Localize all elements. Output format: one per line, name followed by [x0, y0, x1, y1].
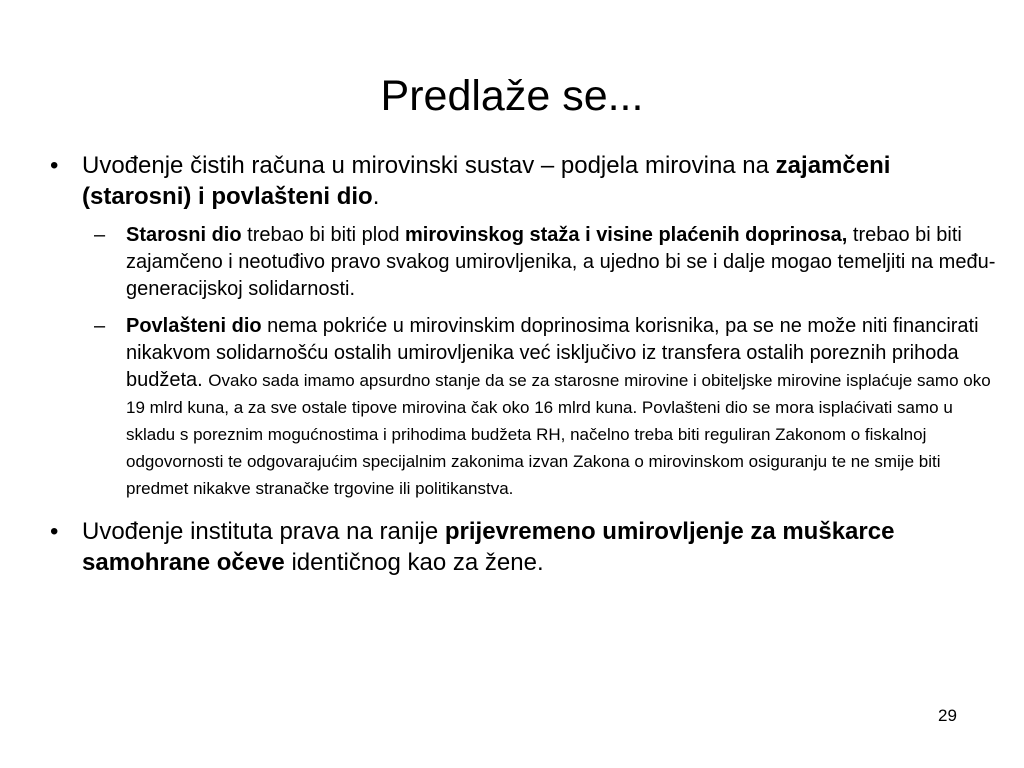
bullet-item — [50, 150, 1000, 212]
sub-bullet-text: nema pokriće u mirovinskim doprinosima korisnika, pa se ne može niti financirati nikakvom solidarnošću ostalih umirovljenika već isključivo iz transfera ostalih poreznih prihoda budžeta. — [126, 315, 979, 391]
bullet-marker: • — [50, 518, 59, 545]
slide-title: Predlaže se... — [380, 72, 644, 120]
dash-marker: – — [94, 315, 106, 337]
page-number: 29 — [938, 706, 957, 725]
sub-bullet-item — [50, 313, 1000, 502]
bullet-text-bold: zajamčeni (starosni) i povlašteni dio — [82, 152, 891, 210]
bullet-marker: • — [50, 152, 59, 179]
bullet-text: Uvođenje instituta prava na ranije — [82, 518, 445, 545]
dash-marker: – — [94, 224, 106, 246]
sub-bullet-bold: Starosni dio — [126, 224, 242, 246]
sub-bullet-item — [50, 222, 1000, 303]
slide-content — [50, 150, 1000, 578]
sub-bullet-bold: mirovinskog staža i visine plaćenih doprinosa, — [405, 224, 848, 246]
bullet-item — [50, 516, 1000, 578]
bullet-text-bold: prijevremeno umirovljenje za muškarce samohrane očeve — [82, 518, 895, 576]
sub-bullet-text: trebao bi biti plod — [241, 224, 406, 246]
sub-bullet-small-text: Ovako sada imamo apsurdno stanje da se za starosne mirovine i obiteljske mirovine isplaćuje samo oko 19 mlrd kuna, a za sve ostale tipove mirovina čak oko 16 mlrd kuna. Povlašteni dio se mora isplaćivati samo u skladu s poreznim mogućnostima i prihodima budžeta RH, načelno treba biti reguliran Zakonom o fiskalnoj odgovornosti te odgovarajućim specijalnim zakonima izvan Zakona o mirovinskom osiguranju te ne smije biti predmet nikakve stranačke trgovine ili politikanstva. — [126, 371, 991, 498]
sub-bullet-text: trebao bi biti zajamčeno i neotuđivo pravo svakog umirovljenika, a ujedno bi se i dalje mogao temeljiti na među-generacijskoj solidarnosti. — [126, 224, 996, 300]
sub-bullet-bold: Povlašteni dio — [126, 315, 262, 337]
bullet-text: identičnog kao za žene. — [284, 549, 544, 576]
bullet-text: Uvođenje čistih računa u mirovinski sustav – podjela mirovina na — [82, 152, 776, 179]
bullet-text: . — [372, 183, 380, 210]
